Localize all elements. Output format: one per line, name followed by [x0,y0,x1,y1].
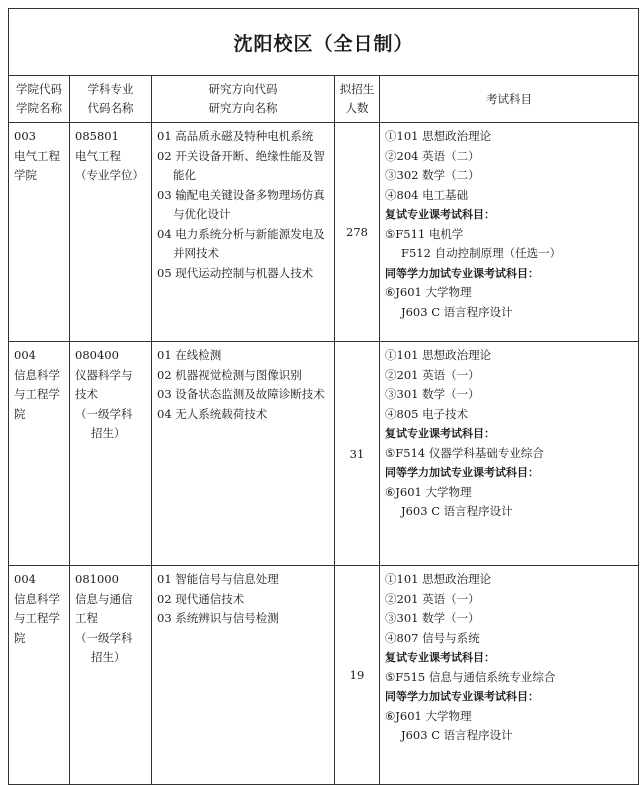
major-type-line: 招生） [91,650,126,664]
college-cell [9,123,70,342]
extra-exam-item: J603 C 语言程序设计 [401,504,513,518]
college-code: 004 [14,348,36,362]
major-name: 电气工程 [75,148,121,163]
quota-cell [335,342,380,566]
header-college-line1: 学院代码 [16,82,62,96]
major-type-line: （一级学科 [75,630,133,645]
college-name-line: 与工程学 [14,387,60,401]
direction-item: 01 高品质永磁及特种电机系统 [157,129,314,143]
exam-item: ③302 数学（二） [385,168,480,182]
exam-item: ②201 英语（一） [385,367,480,382]
header-exam-label: 考试科目 [486,91,532,106]
college-name-line: 信息科学 [14,367,60,382]
major-cell [70,566,152,785]
college-code: 003 [14,129,36,143]
exam-item: ④807 信号与系统 [385,630,480,645]
major-name-line: 工程 [75,611,98,625]
major-type-line: 招生） [91,426,126,440]
college-cell [9,342,70,566]
direction-item: 02 机器视觉检测与图像识别 [157,367,302,382]
header-major [70,76,152,123]
header-direction-line2: 研究方向名称 [208,101,278,115]
header-direction-line1: 研究方向代码 [208,82,278,96]
retest-item: ⑤F515 信息与通信系统专业综合 [385,669,556,684]
quota-value: 278 [346,225,368,239]
extra-exam-item: ⑥J601 大学物理 [385,285,472,299]
header-exam [380,76,639,123]
header-quota-line1: 拟招生 [339,82,375,96]
major-code: 085801 [75,129,119,143]
quota-value: 31 [349,446,365,461]
header-direction [152,76,335,123]
direction-cell [152,123,335,342]
college-name-line: 与工程学 [14,611,60,625]
major-name-line: 信息与通信 [75,591,133,606]
direction-cell [152,342,335,566]
exam-item: ④804 电工基础 [385,187,469,202]
header-row [9,76,639,123]
header-college-line2: 学院名称 [16,101,62,115]
table-row [9,342,639,566]
direction-item: 02 开关设备开断、绝缘性能及智能化 [157,148,325,182]
retest-label: 复试专业课考试科目： [385,208,495,221]
college-name-line: 电气工程 [14,148,60,163]
college-code: 004 [14,572,36,586]
header-major-line1: 学科专业 [87,82,134,96]
exam-cell [380,342,639,566]
college-name-line: 院 [14,630,26,645]
extra-exam-label: 同等学力加试专业课考试科目： [385,266,539,280]
major-type: （专业学位） [75,168,144,182]
admissions-table [8,8,639,785]
extra-exam-item: ⑥J601 大学物理 [385,708,472,723]
exam-cell [380,123,639,342]
retest-item: ⑤F514 仪器学科基础专业综合 [385,445,544,460]
direction-item: 01 在线检测 [157,348,222,362]
quota-cell [335,123,380,342]
exam-item: ①101 思想政治理论 [385,348,492,362]
page-title: 沈阳校区（全日制） [233,32,414,55]
direction-item: 05 现代运动控制与机器人技术 [157,265,314,280]
exam-item: ③301 数学（一） [385,611,480,625]
exam-item: ④805 电子技术 [385,406,469,421]
direction-item: 03 输配电关键设备多物理场仿真与优化设计 [157,187,325,221]
retest-label: 复试专业课考试科目： [385,651,495,664]
exam-cell [380,566,639,785]
header-major-line2: 代码名称 [87,101,134,115]
direction-item: 04 电力系统分析与新能源发电及并网技术 [157,226,325,260]
major-cell [70,123,152,342]
direction-item: 03 系统辨识与信号检测 [157,611,279,625]
quota-value: 19 [349,668,365,682]
table-row [9,123,639,342]
header-college [9,76,70,123]
title-cell [9,9,639,76]
college-name-line: 院 [14,406,26,421]
retest-item: ⑤F511 电机学 [385,226,464,241]
college-name-line: 信息科学 [14,591,60,606]
major-code: 081000 [75,572,119,586]
direction-cell [152,566,335,785]
college-name-line: 学院 [14,168,37,182]
major-name-line: 仪器科学与 [75,367,133,382]
extra-exam-label: 同等学力加试专业课考试科目： [385,466,539,479]
exam-item: ②204 英语（二） [385,148,480,163]
direction-item: 02 现代通信技术 [157,591,245,606]
retest-item: F512 自动控制原理（任选一） [401,246,562,260]
table-row [9,566,639,785]
quota-cell [335,566,380,785]
college-cell [9,566,70,785]
major-type-line: （一级学科 [75,406,133,421]
extra-exam-item: J603 C 语言程序设计 [401,728,513,742]
exam-item: ③301 数学（一） [385,387,480,401]
direction-item: 04 无人系统载荷技术 [157,406,268,421]
major-cell [70,342,152,566]
exam-item: ①101 思想政治理论 [385,572,492,586]
extra-exam-item: ⑥J601 大学物理 [385,484,472,499]
exam-item: ②201 英语（一） [385,591,480,606]
direction-item: 01 智能信号与信息处理 [157,572,279,586]
retest-label: 复试专业课考试科目： [385,427,495,440]
header-quota-line2: 人数 [345,101,369,115]
major-name-line: 技术 [75,387,98,401]
extra-exam-item: J603 C 语言程序设计 [401,304,513,319]
direction-item: 03 设备状态监测及故障诊断技术 [157,387,325,401]
exam-item: ①101 思想政治理论 [385,129,492,143]
major-code: 080400 [75,348,119,362]
extra-exam-label: 同等学力加试专业课考试科目： [385,690,539,703]
header-quota [335,76,380,123]
